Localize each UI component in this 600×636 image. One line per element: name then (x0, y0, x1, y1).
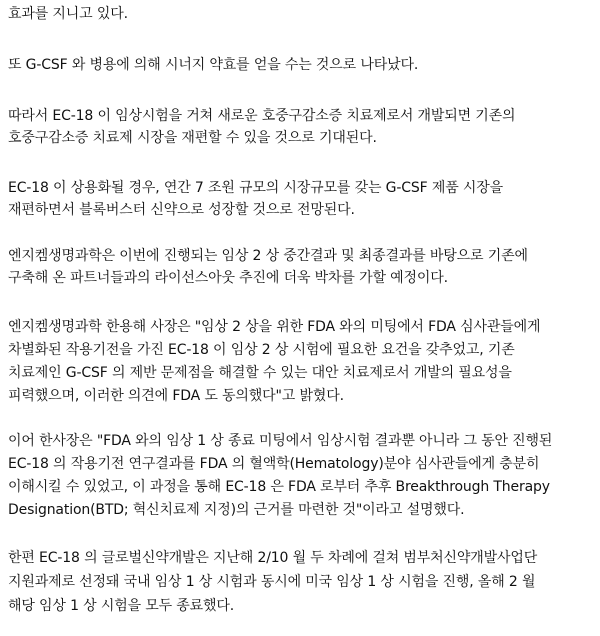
paragraph-line: EC-18 이 상용화될 경우, 연간 7 조원 규모의 시장규모를 갖는 G-CSF 제품 시장을 (8, 180, 503, 196)
paragraph-line: 또 G-CSF 와 병용에 의해 시너지 약효를 얻을 수는 것으로 나타났다. (8, 57, 419, 73)
paragraph-line: EC-18 의 작용기전 연구결과를 FDA 의 혈액학(Hematology)분야 심사관들에게 충분히 (8, 456, 540, 472)
paragraph-line: 해당 임상 1 상 시험을 모두 종료했다. (8, 598, 235, 614)
paragraph-line: 재편하면서 블록버스터 신약으로 성장할 것으로 전망된다. (8, 202, 355, 218)
paragraph-line: 이해시킬 수 있었고, 이 과정을 통해 EC-18 은 FDA 로부터 추후 Breakthrough Therapy (8, 479, 550, 495)
paragraph-line: 지원과제로 선정돼 국내 임상 1 상 시험과 동시에 미국 임상 1 상 시험을 진행, 올해 2 월 (8, 574, 536, 590)
paragraph-line: 피력했으며, 이러한 의견에 FDA 도 동의했다"고 밝혔다. (8, 388, 344, 404)
paragraph-line: 구축해 온 파트너들과의 라이선스아웃 추진에 더욱 박차를 가할 예정이다. (8, 270, 448, 286)
paragraph-line: 따라서 EC-18 이 임상시험을 거쳐 새로운 호중구감소증 치료제로서 개발되면 기존의 (8, 108, 516, 124)
paragraph-line: 효과를 지니고 있다. (8, 6, 128, 22)
paragraph-line: 엔지켐생명과학 한용해 사장은 "임상 2 상을 위한 FDA 와의 미팅에서 FDA 심사관들에게 (8, 319, 541, 335)
paragraph-line: 이어 한사장은 "FDA 와의 임상 1 상 종료 미팅에서 임상시험 결과뿐 아니라 그 동안 진행된 (8, 433, 553, 449)
paragraph-line: 한편 EC-18 의 글로벌신약개발은 지난해 2/10 월 두 차례에 걸쳐 범부처신약개발사업단 (8, 550, 538, 566)
paragraph-line: Designation(BTD; 혁신치료제 지정)의 근거를 마련한 것"이라고 설명했다. (8, 502, 465, 518)
paragraph-line: 차별화된 작용기전을 가진 EC-18 이 임상 2 상 시험에 필요한 요건을 갖추었고, 기존 (8, 342, 515, 358)
paragraph-line: 호중구감소증 치료제 시장을 재편할 수 있을 것으로 기대된다. (8, 130, 377, 146)
paragraph-line: 치료제인 G-CSF 의 제반 문제점을 해결할 수 있는 대안 치료제로서 개발의 필요성을 (8, 365, 512, 381)
paragraph-line: 엔지켐생명과학은 이번에 진행되는 임상 2 상 중간결과 및 최종결과를 바탕으로 기존에 (8, 248, 528, 264)
